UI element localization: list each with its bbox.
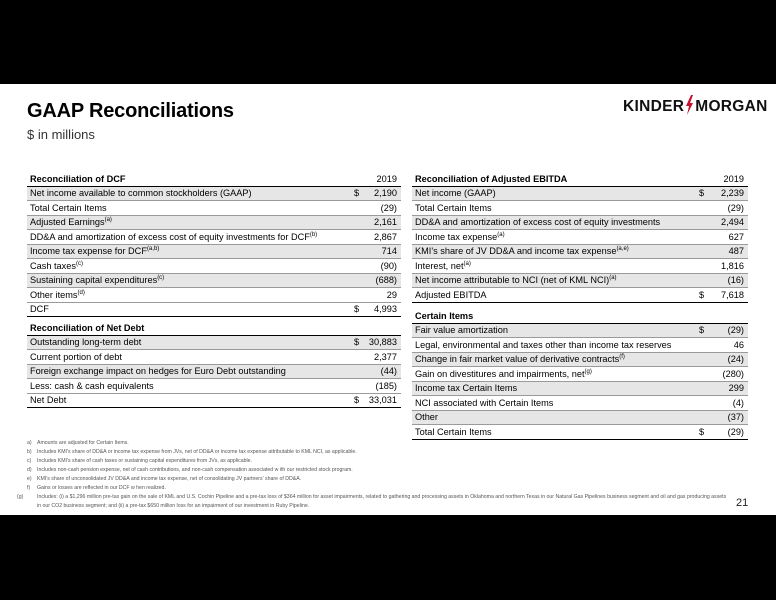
footnote-ref: (a,b) xyxy=(146,246,160,253)
currency-symbol xyxy=(696,215,708,230)
row-label-text: Outstanding long-term debt xyxy=(30,337,142,348)
currency-symbol xyxy=(696,352,708,367)
row-label-text: Less: cash & cash equivalents xyxy=(30,380,154,391)
row-label xyxy=(27,186,351,201)
row-label xyxy=(412,338,696,353)
table-row xyxy=(412,396,748,411)
currency-symbol: $ xyxy=(351,335,361,350)
row-value: (280) xyxy=(708,367,748,382)
footnote-key: e) xyxy=(27,476,32,482)
net-debt-header-row xyxy=(27,321,401,335)
currency-symbol xyxy=(696,201,708,216)
row-value: (24) xyxy=(708,352,748,367)
currency-symbol xyxy=(696,338,708,353)
footnote-text: Includes KMI's share of cash taxes or sustaining capital expenditures from JVs, as applicable. xyxy=(37,458,252,464)
table-row xyxy=(412,244,748,259)
currency-symbol xyxy=(696,381,708,396)
footnote-ref: (c) xyxy=(157,275,165,282)
row-label xyxy=(27,201,351,216)
table-row xyxy=(412,381,748,396)
logo-word-left: KINDER xyxy=(623,98,685,115)
total-value: 33,031 xyxy=(361,393,401,408)
footnote-text: Includes: (i) a $1,296 million pre-tax gain on the sale of KML and U.S. Cochin Pipeline and a pre-tax loss of $364 million for asset impairments, related to gathering and processing assets in Oklahoma and northern Texas in our Natural Gas Pipelines business segment and oil and gas producing assets in our CO2 business segment; and (ii) a pre-tax $650 million loss for an impairment of our investment in Ruby Pipeline. xyxy=(37,494,727,509)
row-label-text: Legal, environmental and taxes other than income tax reserves xyxy=(415,339,672,350)
currency-symbol xyxy=(351,288,361,303)
total-row xyxy=(27,302,401,317)
footnote-text: KMI's share of unconsolidated JV DD&A and income tax expense, net of consolidating JV partners' share of DD&A. xyxy=(37,476,302,482)
table-row xyxy=(412,215,748,230)
footnote-ref: (d) xyxy=(77,289,85,296)
currency-symbol: $ xyxy=(351,393,361,408)
ebitda-header-row xyxy=(412,172,748,186)
row-label xyxy=(412,396,696,411)
row-label-text: Other xyxy=(415,412,438,423)
row-label-text: DD&A and amortization of excess cost of equity investments for DCF xyxy=(30,231,310,242)
table-row xyxy=(412,367,748,382)
logo-word-right: MORGAN xyxy=(695,98,768,115)
row-value: 46 xyxy=(708,338,748,353)
table-row xyxy=(27,259,401,274)
row-label-text: Income tax Certain Items xyxy=(415,383,518,394)
table-row xyxy=(412,410,748,425)
row-value: 2,161 xyxy=(361,215,401,230)
footnote xyxy=(27,457,727,466)
ebitda-year: 2019 xyxy=(708,172,748,186)
row-value: (185) xyxy=(361,379,401,394)
currency-symbol xyxy=(696,367,708,382)
row-label-text: Adjusted Earnings xyxy=(30,217,105,228)
footnote-ref: (b) xyxy=(309,231,318,238)
footnote-ref: (f) xyxy=(619,354,625,361)
footnotes xyxy=(17,439,727,511)
footnote-ref: (g) xyxy=(584,368,592,375)
table-row xyxy=(27,201,401,216)
table-row xyxy=(27,215,401,230)
footnote xyxy=(27,484,727,493)
row-value: (44) xyxy=(361,364,401,379)
footnote-ref: (c) xyxy=(75,260,83,267)
table-row xyxy=(412,323,748,338)
row-value: 2,377 xyxy=(361,350,401,365)
row-value: 1,816 xyxy=(708,259,748,274)
footnote-key: d) xyxy=(27,467,32,473)
row-label-text: Cash taxes xyxy=(30,260,76,271)
table-row xyxy=(412,230,748,245)
row-label-text: Net income attributable to NCI (net of KML NCI) xyxy=(415,275,610,286)
table-row xyxy=(412,201,748,216)
table-row xyxy=(412,186,748,201)
row-label-text: Total Certain Items xyxy=(30,202,107,213)
page-title: GAAP Reconciliations xyxy=(27,100,234,122)
net-debt-header: Reconciliation of Net Debt xyxy=(27,321,351,335)
footnote-text: Amounts are adjusted for Certain Items. xyxy=(37,440,129,446)
row-value: 299 xyxy=(708,381,748,396)
total-value: (29) xyxy=(708,425,748,440)
row-label xyxy=(412,215,696,230)
row-value: 2,239 xyxy=(708,186,748,201)
currency-symbol: $ xyxy=(351,186,361,201)
row-value: (90) xyxy=(361,259,401,274)
row-label xyxy=(27,350,351,365)
row-label-text: Fair value amortization xyxy=(415,325,508,336)
row-value: 2,867 xyxy=(361,230,401,245)
table-row xyxy=(27,244,401,259)
currency-symbol xyxy=(351,244,361,259)
row-label-text: Interest, net xyxy=(415,260,464,271)
currency-symbol: $ xyxy=(696,288,708,303)
currency-symbol xyxy=(696,259,708,274)
row-label xyxy=(27,215,351,230)
table-row xyxy=(412,273,748,288)
row-label xyxy=(412,410,696,425)
currency-symbol xyxy=(696,273,708,288)
row-label-text: KMI's share of JV DD&A and income tax expense xyxy=(415,246,617,257)
row-label-text: Gain on divestitures and impairments, net xyxy=(415,368,585,379)
row-label xyxy=(412,381,696,396)
footnote xyxy=(27,475,727,484)
row-label xyxy=(412,352,696,367)
table-row xyxy=(27,364,401,379)
table-row xyxy=(27,350,401,365)
currency-symbol xyxy=(696,244,708,259)
row-label-text: Sustaining capital expenditures xyxy=(30,275,158,286)
row-value: 29 xyxy=(361,288,401,303)
certain-items-header-row xyxy=(412,309,748,323)
footnote-key: a) xyxy=(27,440,32,446)
currency-symbol xyxy=(351,201,361,216)
row-label xyxy=(27,335,351,350)
ebitda-header: Reconciliation of Adjusted EBITDA xyxy=(412,172,696,186)
footnote-text: Gains or losses are reflected in our DCF w hen realized. xyxy=(37,485,166,491)
row-label-text: Income tax expense xyxy=(415,231,498,242)
row-value: (16) xyxy=(708,273,748,288)
table-row xyxy=(27,288,401,303)
total-label: DCF xyxy=(27,302,351,317)
dcf-header: Reconciliation of DCF xyxy=(27,172,351,186)
footnote xyxy=(27,448,727,457)
currency-symbol xyxy=(351,230,361,245)
total-row xyxy=(27,393,401,408)
row-value: (4) xyxy=(708,396,748,411)
row-value: 487 xyxy=(708,244,748,259)
footnote xyxy=(27,466,727,475)
row-label-text: Net income available to common stockholders (GAAP) xyxy=(30,188,252,199)
row-label xyxy=(27,288,351,303)
footnote xyxy=(27,439,727,448)
table-row xyxy=(412,259,748,274)
footnote xyxy=(17,493,727,511)
currency-symbol: $ xyxy=(696,186,708,201)
table-row xyxy=(27,230,401,245)
dcf-table xyxy=(27,172,401,317)
row-label xyxy=(412,201,696,216)
footnote-key: c) xyxy=(27,458,32,464)
row-value: (688) xyxy=(361,273,401,288)
currency-symbol xyxy=(696,410,708,425)
certain-items-table xyxy=(412,309,748,440)
table-row xyxy=(27,335,401,350)
footnote-key: b) xyxy=(27,449,32,455)
footnote-key: (g) xyxy=(17,494,24,500)
table-row xyxy=(27,379,401,394)
currency-symbol xyxy=(351,364,361,379)
table-row xyxy=(412,338,748,353)
total-row xyxy=(412,425,748,440)
row-label xyxy=(412,230,696,245)
currency-symbol xyxy=(351,273,361,288)
page-number: 21 xyxy=(736,497,749,509)
total-label: Net Debt xyxy=(27,393,351,408)
row-value: (29) xyxy=(708,323,748,338)
row-label xyxy=(27,230,351,245)
adjusted-ebitda-table xyxy=(412,172,748,303)
row-label xyxy=(27,364,351,379)
total-row xyxy=(412,288,748,303)
currency-symbol: $ xyxy=(696,323,708,338)
currency-symbol xyxy=(696,396,708,411)
currency-symbol xyxy=(351,259,361,274)
row-label-text: Income tax expense for DCF xyxy=(30,246,147,257)
row-value: 2,494 xyxy=(708,215,748,230)
lightning-bolt-icon xyxy=(685,95,694,120)
footnote-text: Includes non-cash pension expense, net of cash contributions, and non-cash compensation associated w ith our restricted stock program. xyxy=(37,467,353,473)
footnote-ref: (a) xyxy=(609,275,617,282)
row-value: 2,190 xyxy=(361,186,401,201)
total-value: 4,993 xyxy=(361,302,401,317)
row-label xyxy=(27,379,351,394)
currency-symbol xyxy=(351,350,361,365)
currency-symbol xyxy=(351,215,361,230)
currency-symbol: $ xyxy=(696,425,708,440)
row-label-text: Current portion of debt xyxy=(30,351,122,362)
row-value: (29) xyxy=(708,201,748,216)
row-label-text: Foreign exchange impact on hedges for Euro Debt outstanding xyxy=(30,366,286,377)
row-value: (29) xyxy=(361,201,401,216)
net-debt-table xyxy=(27,321,401,408)
row-label xyxy=(27,244,351,259)
row-label-text: NCI associated with Certain Items xyxy=(415,397,554,408)
footnote-ref: (a,e) xyxy=(616,246,629,253)
row-label-text: Change in fair market value of derivative contracts xyxy=(415,354,620,365)
dcf-header-row xyxy=(27,172,401,186)
table-row xyxy=(27,186,401,201)
total-label: Total Certain Items xyxy=(412,425,696,440)
row-value: (37) xyxy=(708,410,748,425)
row-value: 627 xyxy=(708,230,748,245)
footnote-ref: (a) xyxy=(497,231,505,238)
table-row xyxy=(412,352,748,367)
row-label xyxy=(412,259,696,274)
footnote-ref: (a) xyxy=(463,260,471,267)
row-label-text: Net income (GAAP) xyxy=(415,188,496,199)
total-value: 7,618 xyxy=(708,288,748,303)
total-label: Adjusted EBITDA xyxy=(412,288,696,303)
footnote-key: f) xyxy=(27,485,31,491)
slide xyxy=(0,84,776,515)
currency-symbol: $ xyxy=(351,302,361,317)
currency-symbol xyxy=(351,379,361,394)
row-label xyxy=(412,367,696,382)
row-value: 30,883 xyxy=(361,335,401,350)
row-label xyxy=(412,244,696,259)
footnote-ref: (a) xyxy=(104,217,112,224)
certain-items-header: Certain Items xyxy=(412,309,696,323)
row-label xyxy=(412,186,696,201)
row-label xyxy=(27,259,351,274)
table-row xyxy=(27,273,401,288)
dcf-year: 2019 xyxy=(361,172,401,186)
row-label-text: DD&A and amortization of excess cost of equity investments xyxy=(415,217,661,228)
row-label xyxy=(27,273,351,288)
page-subtitle: $ in millions xyxy=(27,127,95,142)
row-label-text: Other items xyxy=(30,289,78,300)
row-label-text: Total Certain Items xyxy=(415,202,492,213)
currency-symbol xyxy=(696,230,708,245)
footnote-text: Includes KMI's share of DD&A or income tax expense from JVs, net of DD&A or income tax expense attributable to KML NCI, as applicable. xyxy=(37,449,357,455)
row-value: 714 xyxy=(361,244,401,259)
row-label xyxy=(412,273,696,288)
kinder-morgan-logo xyxy=(623,94,768,120)
row-label xyxy=(412,323,696,338)
